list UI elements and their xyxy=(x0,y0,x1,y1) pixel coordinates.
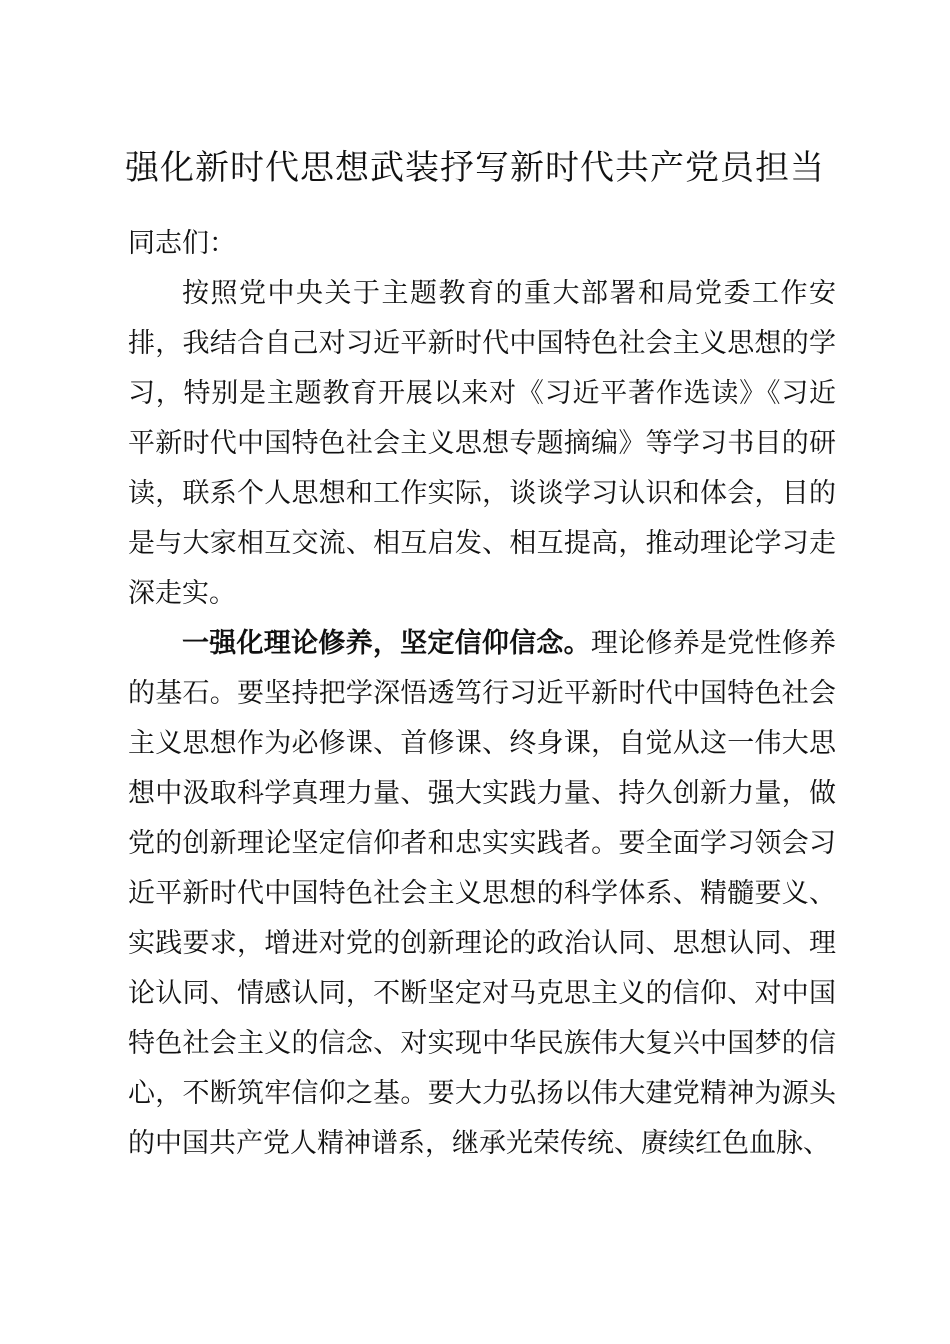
paragraph-section-1 xyxy=(128,619,836,1169)
section-1-heading: 一强化理论修养，坚定信仰信念。 xyxy=(182,628,591,659)
section-1-text: 理论修养是党性修养的基石。要坚持把学深悟透笃行习近平新时代中国特色社会主义思想作为必修课、首修课、终身课，自觉从这一伟大思想中汲取科学真理力量、强大实践力量、持久创新力量，做党的创新理论坚定信仰者和忠实实践者。要全面学习领会习近平新时代中国特色社会主义思想的科学体系、精髓要义、实践要求，增进对党的创新理论的政治认同、思想认同、理论认同、情感认同，不断坚定对马克思主义的信仰、对中国特色社会主义的信念、对实现中华民族伟大复兴中国梦的信心，不断筑牢信仰之基。要大力弘扬以伟大建党精神为源头的中国共产党人精神谱系，继承光荣传统、赓续红色血脉、 xyxy=(128,628,837,1159)
paragraph-intro-text: 按照党中央关于主题教育的重大部署和局党委工作安排，我结合自己对习近平新时代中国特色社会主义思想的学习，特别是主题教育开展以来对《习近平著作选读》《习近平新时代中国特色社会主义思想专题摘编》等学习书目的研读，联系个人思想和工作实际，谈谈学习认识和体会，目的是与大家相互交流、相互启发、相互提高，推动理论学习走深走实。 xyxy=(128,278,836,609)
salutation: 同志们： xyxy=(128,228,236,259)
document-body xyxy=(128,219,836,1169)
paragraph-intro xyxy=(128,269,836,619)
document-title: 强化新时代思想武装抒写新时代共产党员担当 xyxy=(125,148,825,188)
